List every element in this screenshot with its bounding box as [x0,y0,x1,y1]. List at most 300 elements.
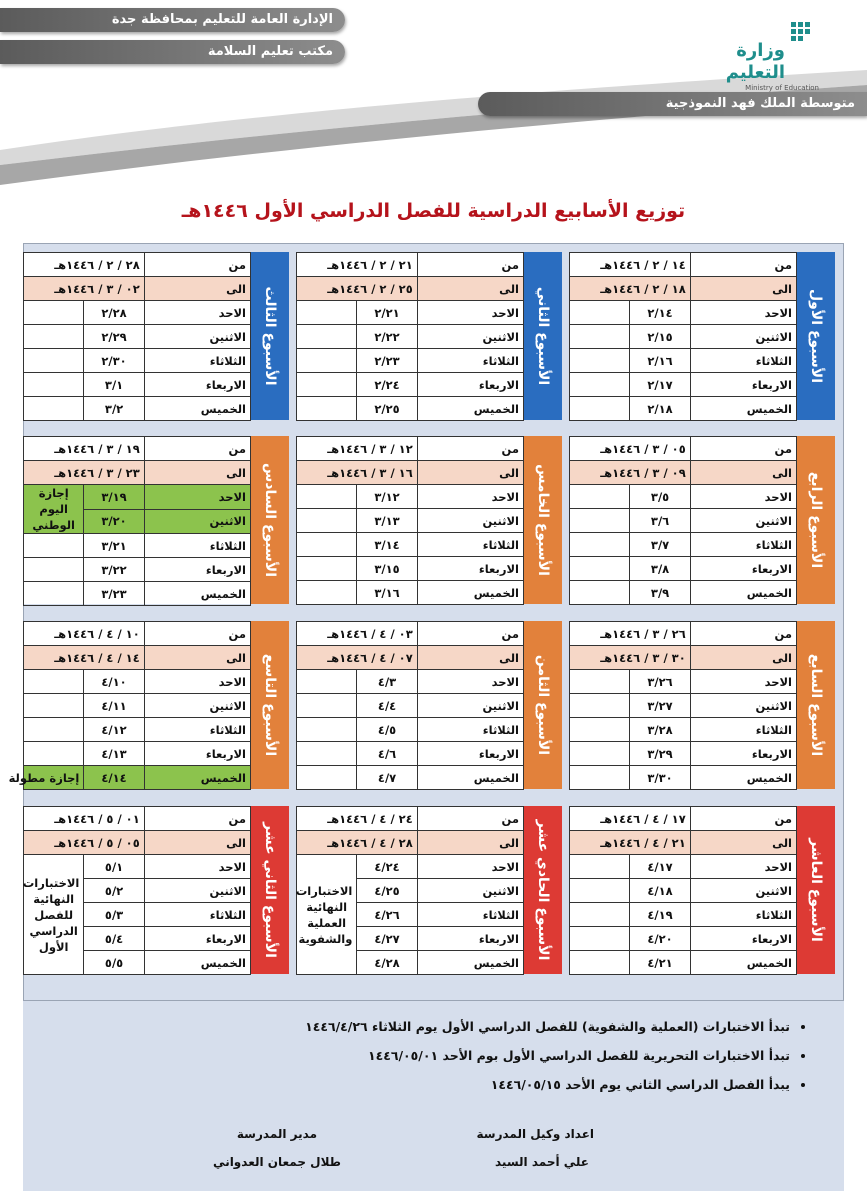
empty-cell [570,485,630,509]
day-name: الاحد [690,855,796,879]
empty-cell [570,927,630,951]
day-name: الاحد [144,855,250,879]
day-name: الثلاثاء [690,718,796,742]
week-table [569,252,797,421]
day-row [570,557,797,581]
week-block [569,436,835,604]
to-label: الى [690,646,796,670]
week-name: الأسبوع الثاني عشر [262,822,278,958]
week-label-band [797,252,835,420]
day-name: الاثنين [690,879,796,903]
date-range-row [24,253,251,277]
day-date: ٣/٢ [84,397,144,421]
day-date: ٢/٢١ [357,301,417,325]
day-name: الاحد [690,301,796,325]
from-label: من [144,807,250,831]
day-date: ٢/١٥ [630,325,690,349]
date-range-row [570,253,797,277]
to-label: الى [144,461,250,485]
day-date: ٥/٣ [84,903,144,927]
week-table [569,436,797,605]
day-row [297,718,524,742]
week-block [8,621,289,789]
week-table [23,806,251,975]
day-row [24,397,251,421]
week-table [296,252,524,421]
empty-cell [570,325,630,349]
empty-cell [297,718,357,742]
week-label-band [797,621,835,789]
day-name: الاربعاء [690,557,796,581]
to-date: ٢٥ / ٢ / ١٤٤٦هـ [297,277,418,301]
empty-cell [24,558,84,582]
week-label-band [251,621,289,789]
from-label: من [417,807,523,831]
date-range-row [24,437,251,461]
empty-cell [570,509,630,533]
empty-cell [24,373,84,397]
week-block [296,252,562,420]
prep-name: علي أحمد السيد [495,1155,589,1169]
day-date: ٢/٢٩ [84,325,144,349]
day-date: ٢/٢٣ [357,349,417,373]
day-date: ٤/٢٥ [357,879,417,903]
day-row [24,670,251,694]
empty-cell [297,670,357,694]
holiday-note: إجازة مطولة [24,766,84,790]
from-label: من [690,807,796,831]
notes-panel [23,1001,844,1191]
day-row [570,927,797,951]
from-label: من [144,437,250,461]
day-name: الاحد [144,670,250,694]
empty-cell [297,373,357,397]
exam-note: الاختبارات النهائية العملية والشفوية [297,855,357,975]
day-date: ٣/٦ [630,509,690,533]
day-name: الخميس [144,582,250,606]
day-date: ٣/٧ [630,533,690,557]
day-row [24,718,251,742]
week-label-band [251,252,289,420]
empty-cell [570,301,630,325]
empty-cell [24,301,84,325]
day-name: الثلاثاء [690,349,796,373]
empty-cell [24,718,84,742]
from-date: ٢١ / ٢ / ١٤٤٦هـ [297,253,418,277]
day-row [570,373,797,397]
day-row [570,581,797,605]
from-label: من [690,437,796,461]
week-name: الأسبوع الحادي عشر [535,819,551,961]
empty-cell [570,373,630,397]
to-date: ١٦ / ٣ / ١٤٤٦هـ [297,461,418,485]
prep-title: اعداد وكيل المدرسة [476,1127,594,1141]
week-label-band [251,806,289,974]
day-row [570,855,797,879]
day-date: ٥/٤ [84,927,144,951]
empty-cell [570,349,630,373]
day-date: ٢/٢٤ [357,373,417,397]
day-row [570,879,797,903]
day-row [570,301,797,325]
date-range-row [570,807,797,831]
day-name: الاحد [417,855,523,879]
empty-cell [297,485,357,509]
date-range-row [570,277,797,301]
day-row [570,485,797,509]
day-date: ٣/٩ [630,581,690,605]
day-row [24,855,251,879]
day-row [297,349,524,373]
principal-title: مدير المدرسة [236,1127,317,1141]
day-date: ٣/١٩ [84,485,144,510]
day-row [24,766,251,790]
to-date: ٠٢ / ٣ / ١٤٤٦هـ [24,277,145,301]
from-label: من [690,253,796,277]
day-name: الاحد [144,485,250,510]
day-row [24,694,251,718]
day-row [297,325,524,349]
day-name: الثلاثاء [144,349,250,373]
day-date: ٤/١٢ [84,718,144,742]
day-name: الثلاثاء [417,349,523,373]
day-name: الاربعاء [417,373,523,397]
to-label: الى [690,277,796,301]
note-item: • تبدأ الاختبارات التحريرية للفصل الدراسي الأول بوم الأحد ١٤٤٦/٠٥/٠١ [23,1048,790,1063]
day-name: الثلاثاء [144,534,250,558]
day-date: ٢/٢٢ [357,325,417,349]
from-label: من [144,253,250,277]
from-date: ٢٤ / ٤ / ١٤٤٦هـ [297,807,418,831]
day-name: الاثنين [144,879,250,903]
empty-cell [297,694,357,718]
from-date: ٠٥ / ٣ / ١٤٤٦هـ [570,437,691,461]
day-name: الخميس [690,766,796,790]
empty-cell [570,670,630,694]
day-row [297,485,524,509]
day-name: الخميس [417,766,523,790]
day-row [297,694,524,718]
day-date: ٢/١٧ [630,373,690,397]
from-date: ٢٨ / ٢ / ١٤٤٦هـ [24,253,145,277]
from-date: ٢٦ / ٣ / ١٤٤٦هـ [570,622,691,646]
day-date: ٤/٤ [357,694,417,718]
date-range-row [24,277,251,301]
empty-cell [297,397,357,421]
day-name: الاثنين [690,325,796,349]
day-date: ٢/١٦ [630,349,690,373]
day-row [570,509,797,533]
day-row [570,694,797,718]
day-name: الاربعاء [417,742,523,766]
day-row [24,582,251,606]
from-date: ١٧ / ٤ / ١٤٤٦هـ [570,807,691,831]
note-item: • يبدأ الفصل الدراسي الثاني يوم الأحد ١٤٤٦/٠٥/١٥ [23,1077,790,1092]
to-date: ٢٣ / ٣ / ١٤٤٦هـ [24,461,145,485]
day-name: الاربعاء [144,927,250,951]
page-title: توزيع الأسابيع الدراسية للفصل الدراسي الأول ١٤٤٦هـ [181,200,686,222]
to-label: الى [144,277,250,301]
day-row [570,349,797,373]
note-item: • تبدأ الاختبارات (العملية والشفوية) للفصل الدراسي الأول يوم الثلاثاء ١٤٤٦/٤/٢٦ [23,1019,790,1034]
to-date: ١٤ / ٤ / ١٤٤٦هـ [24,646,145,670]
day-name: الخميس [690,581,796,605]
day-row [297,301,524,325]
day-date: ٤/٧ [357,766,417,790]
day-name: الاربعاء [690,373,796,397]
date-range-row [297,277,524,301]
week-table [8,621,251,790]
from-label: من [417,622,523,646]
week-block [296,806,562,974]
header-office: مكتب تعليم السلامة [0,40,345,64]
day-row [24,558,251,582]
empty-cell [570,397,630,421]
day-name: الاربعاء [690,927,796,951]
day-date: ٣/٢٦ [630,670,690,694]
to-date: ٣٠ / ٣ / ١٤٤٦هـ [570,646,691,670]
week-table [296,621,524,790]
day-date: ٣/٢٩ [630,742,690,766]
date-range-row [570,461,797,485]
from-date: ٠١ / ٥ / ١٤٤٦هـ [24,807,145,831]
day-date: ٢/١٨ [630,397,690,421]
day-row [297,373,524,397]
empty-cell [570,581,630,605]
date-range-row [24,461,251,485]
day-date: ٥/٥ [84,951,144,975]
day-date: ٥/٢ [84,879,144,903]
day-row [570,533,797,557]
date-range-row [24,646,251,670]
day-name: الاربعاء [417,927,523,951]
from-label: من [690,622,796,646]
day-name: الاربعاء [144,558,250,582]
day-row [297,533,524,557]
date-range-row [570,622,797,646]
day-name: الثلاثاء [417,533,523,557]
week-block [569,621,835,789]
to-label: الى [144,646,250,670]
empty-cell [24,534,84,558]
empty-cell [24,694,84,718]
week-label-band [524,252,562,420]
week-block [569,252,835,420]
empty-cell [297,325,357,349]
day-row [570,718,797,742]
day-name: الاربعاء [144,373,250,397]
week-table [296,436,524,605]
day-date: ٤/١٠ [84,670,144,694]
day-row [24,485,251,510]
from-label: من [144,622,250,646]
date-range-row [570,646,797,670]
exam-note: الاختبارات النهائية للفصل الدراسي الأول [24,855,84,975]
week-name: الأسبوع السادس [262,463,278,577]
to-date: ٠٧ / ٤ / ١٤٤٦هـ [297,646,418,670]
day-row [297,670,524,694]
day-date: ٤/٢٠ [630,927,690,951]
from-date: ١٩ / ٣ / ١٤٤٦هـ [24,437,145,461]
date-range-row [297,646,524,670]
day-date: ٣/٥ [630,485,690,509]
empty-cell [570,533,630,557]
week-label-band [524,806,562,974]
day-date: ٣/١٥ [357,557,417,581]
empty-cell [570,879,630,903]
empty-cell [24,397,84,421]
day-name: الخميس [690,951,796,975]
to-label: الى [417,831,523,855]
day-name: الاثنين [690,509,796,533]
ministry-logo [699,20,819,92]
day-date: ٣/١٤ [357,533,417,557]
day-date: ٤/١٤ [84,766,144,790]
empty-cell [297,533,357,557]
day-name: الخميس [144,951,250,975]
day-name: الاثنين [417,694,523,718]
week-label-band [797,806,835,974]
day-date: ٤/١٨ [630,879,690,903]
week-name: الأسبوع الخامس [535,464,551,576]
from-date: ٠٣ / ٤ / ١٤٤٦هـ [297,622,418,646]
logo-text: وزارة التعليم [725,40,785,83]
day-date: ٣/١٣ [357,509,417,533]
week-table [296,806,524,975]
week-table [569,806,797,975]
week-name: الأسبوع العاشر [808,838,824,942]
week-name: الأسبوع السابع [808,653,824,757]
day-row [24,742,251,766]
day-date: ٣/١٢ [357,485,417,509]
empty-cell [297,301,357,325]
date-range-row [297,253,524,277]
day-date: ٤/٥ [357,718,417,742]
date-range-row [297,831,524,855]
day-date: ٣/١٦ [357,581,417,605]
to-label: الى [690,461,796,485]
day-row [570,742,797,766]
weeks-grid [8,243,844,1001]
day-name: الخميس [417,397,523,421]
empty-cell [570,855,630,879]
week-name: الأسبوع الرابع [808,471,824,569]
day-date: ٤/١٣ [84,742,144,766]
day-name: الثلاثاء [690,533,796,557]
day-row [297,855,524,879]
empty-cell [297,766,357,790]
to-date: ١٨ / ٢ / ١٤٤٦هـ [570,277,691,301]
week-block [23,806,289,974]
date-range-row [297,461,524,485]
date-range-row [570,437,797,461]
day-date: ٢/٢٨ [84,301,144,325]
to-date: ٢٨ / ٤ / ١٤٤٦هـ [297,831,418,855]
day-date: ٤/١٩ [630,903,690,927]
day-row [570,951,797,975]
from-date: ١٠ / ٤ / ١٤٤٦هـ [24,622,145,646]
from-date: ١٢ / ٣ / ١٤٤٦هـ [297,437,418,461]
week-name: الأسبوع الثالث [262,286,278,386]
principal-name: طلال جمعان العدواني [213,1155,341,1169]
empty-cell [24,670,84,694]
day-row [570,903,797,927]
day-date: ٤/٢٨ [357,951,417,975]
day-name: الثلاثاء [417,718,523,742]
day-date: ٤/٢٤ [357,855,417,879]
day-date: ٣/١ [84,373,144,397]
to-date: ٠٩ / ٣ / ١٤٤٦هـ [570,461,691,485]
day-date: ٣/٢٣ [84,582,144,606]
day-row [297,742,524,766]
empty-cell [24,325,84,349]
day-date: ٢/١٤ [630,301,690,325]
empty-cell [297,349,357,373]
day-date: ٤/٣ [357,670,417,694]
logo-subtext: Ministry of Education [745,84,819,92]
empty-cell [24,349,84,373]
day-name: الاحد [690,670,796,694]
empty-cell [297,742,357,766]
day-date: ٥/١ [84,855,144,879]
to-label: الى [690,831,796,855]
to-date: ٠٥ / ٥ / ١٤٤٦هـ [24,831,145,855]
day-row [24,373,251,397]
from-date: ١٤ / ٢ / ١٤٤٦هـ [570,253,691,277]
day-row [24,325,251,349]
week-table [23,436,251,606]
day-row [570,397,797,421]
empty-cell [570,951,630,975]
week-table [23,252,251,421]
date-range-row [24,622,251,646]
date-range-row [297,807,524,831]
date-range-row [297,622,524,646]
day-date: ٤/١١ [84,694,144,718]
holiday-note: إجازة اليوم الوطني [24,485,84,534]
empty-cell [570,694,630,718]
week-label-band [524,436,562,604]
day-name: الاحد [417,670,523,694]
day-name: الاثنين [690,694,796,718]
week-block [296,436,562,604]
day-date: ٣/٢٧ [630,694,690,718]
day-name: الخميس [690,397,796,421]
day-date: ٣/٣٠ [630,766,690,790]
ministry-logo-icon [789,20,819,46]
week-block [569,806,835,974]
date-range-row [24,807,251,831]
day-row [297,397,524,421]
day-name: الاحد [690,485,796,509]
day-name: الاثنين [417,325,523,349]
day-date: ٤/١٧ [630,855,690,879]
week-block [23,252,289,420]
to-label: الى [144,831,250,855]
empty-cell [24,582,84,606]
day-name: الثلاثاء [144,903,250,927]
day-row [297,509,524,533]
date-range-row [297,437,524,461]
day-date: ٤/٢٦ [357,903,417,927]
day-name: الخميس [144,397,250,421]
day-date: ٤/٦ [357,742,417,766]
to-label: الى [417,277,523,301]
day-name: الاثنين [144,694,250,718]
day-date: ٤/٢٧ [357,927,417,951]
day-name: الاثنين [417,509,523,533]
from-label: من [417,253,523,277]
